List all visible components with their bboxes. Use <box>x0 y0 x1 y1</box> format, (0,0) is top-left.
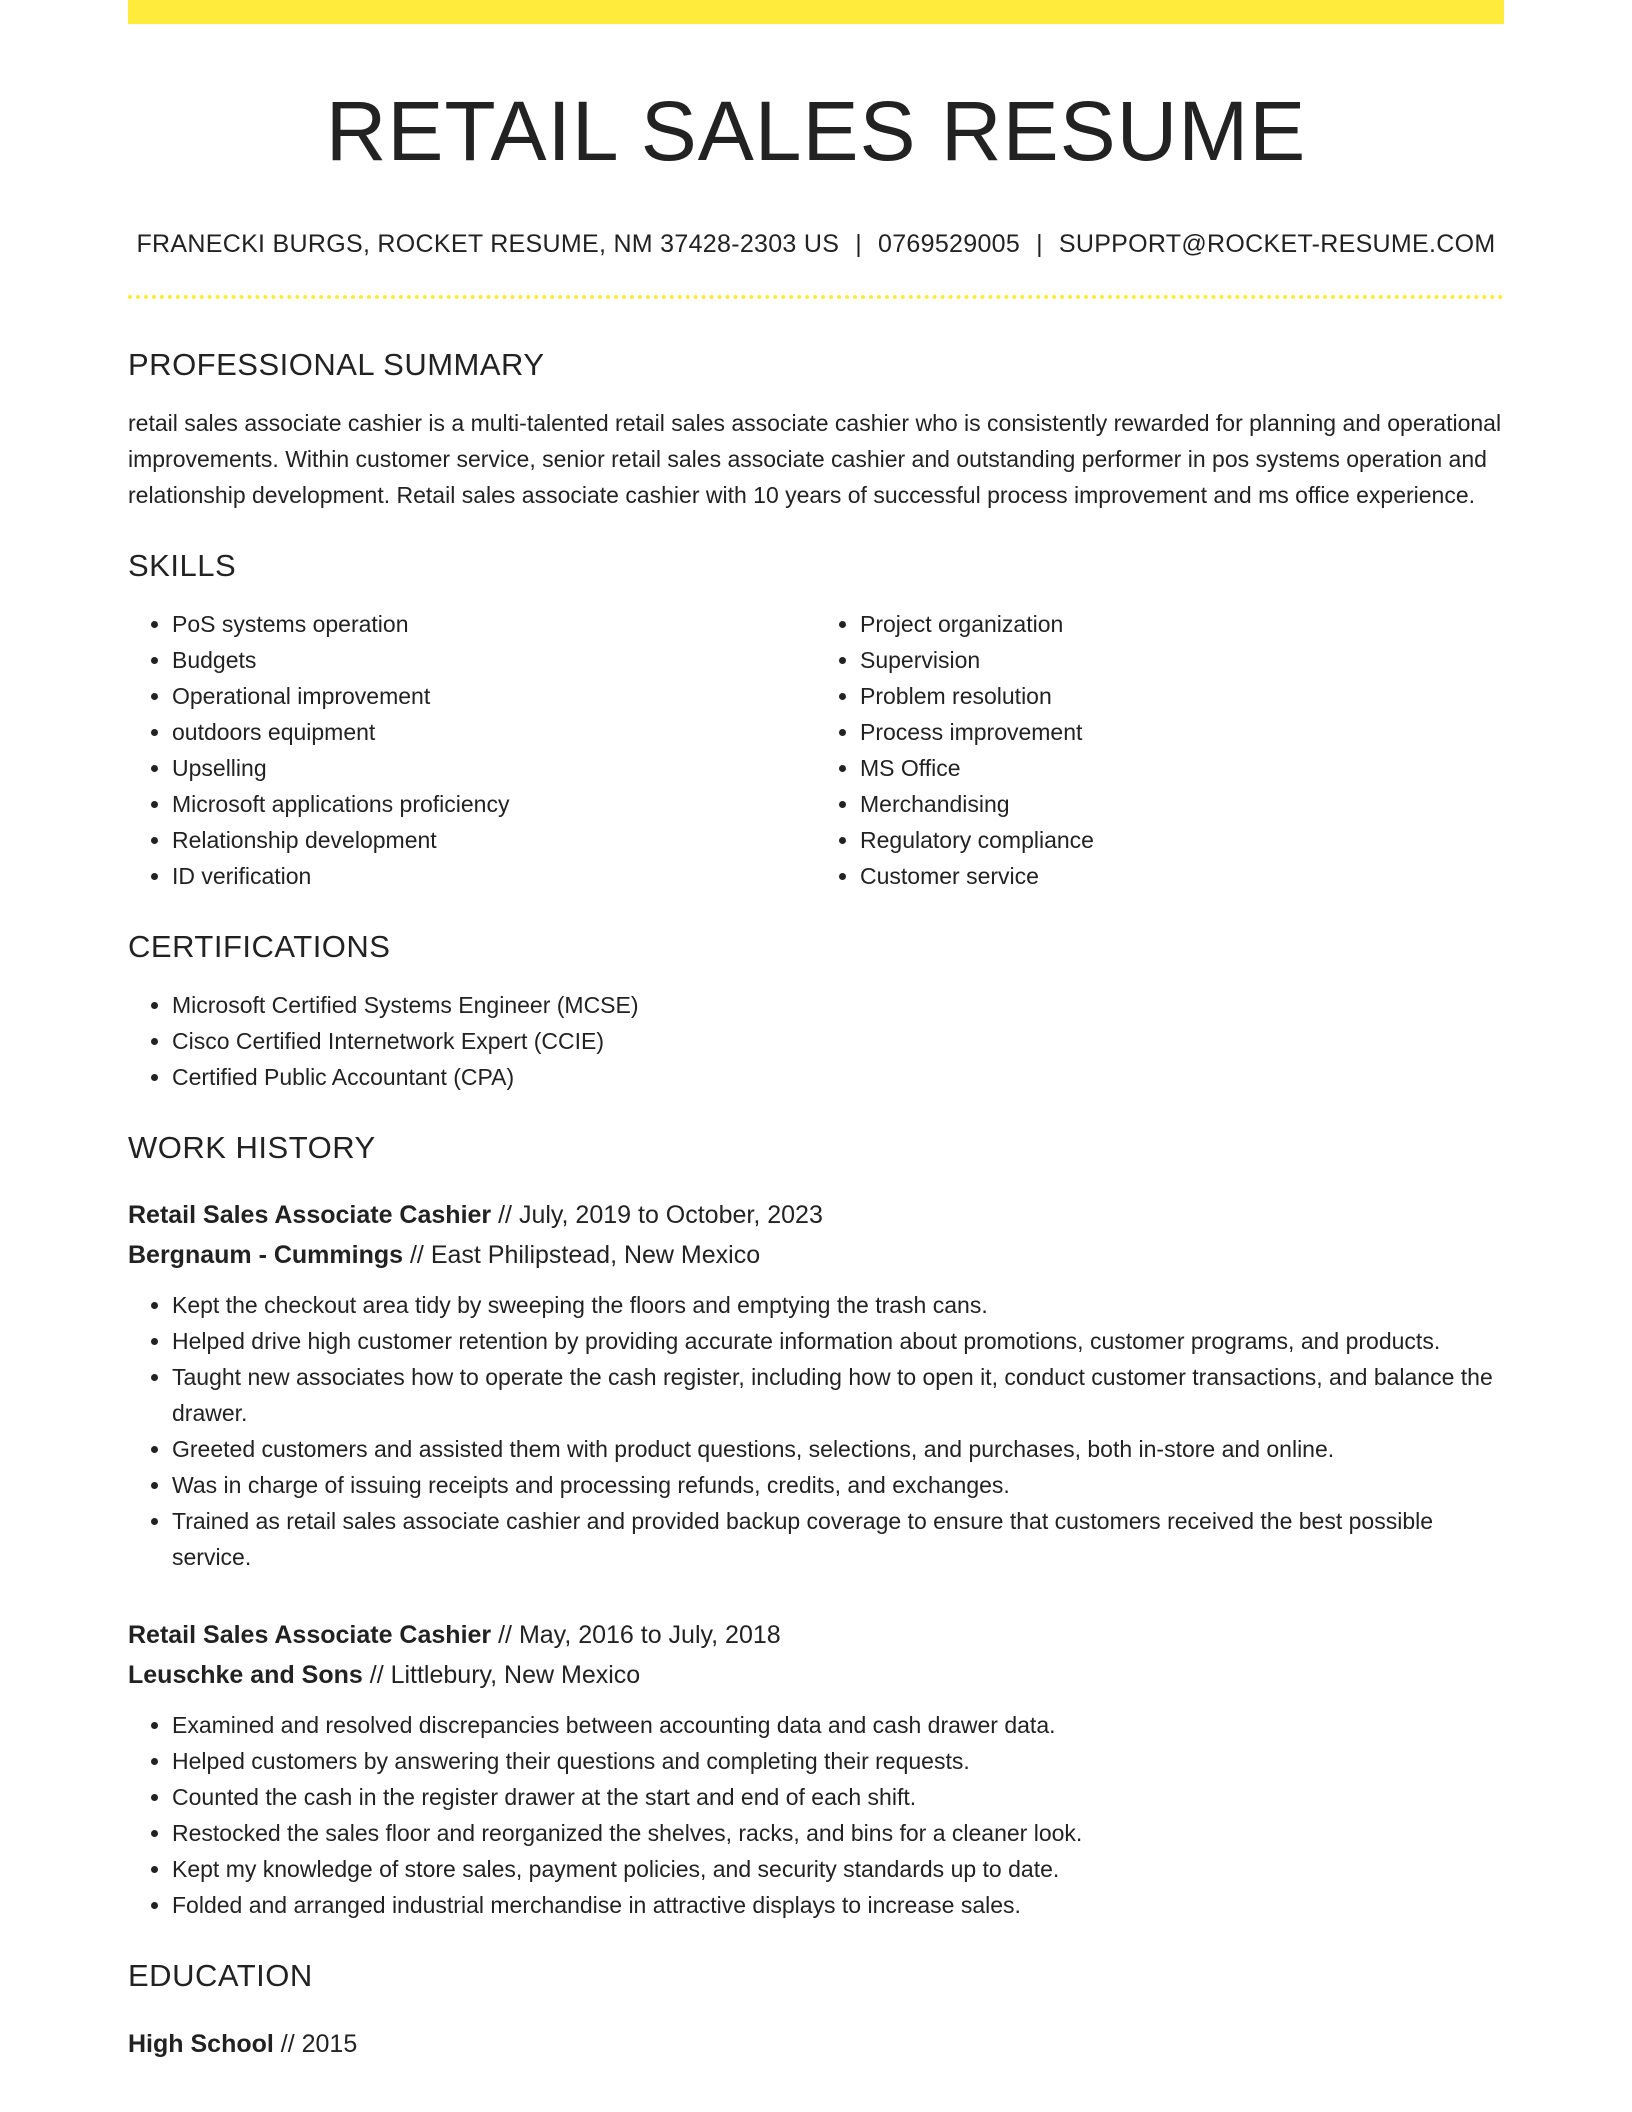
skill-item: • Relationship development <box>172 822 816 858</box>
resume-title: RETAIL SALES RESUME <box>325 84 1307 178</box>
contact-phone: 0769529005 <box>878 229 1021 258</box>
education-heading: EDUCATION <box>128 1957 313 1993</box>
summary-section <box>128 346 1504 513</box>
job-duty-item: • Was in charge of issuing receipts and processing refunds, credits, and exchanges. <box>172 1467 1504 1503</box>
skill-item: • Operational improvement <box>172 678 816 714</box>
summary-heading: PROFESSIONAL SUMMARY <box>128 346 545 382</box>
job-duties-list <box>128 1707 1504 1923</box>
skill-item: • Supervision <box>860 642 1504 678</box>
education-year: // 2015 <box>273 2029 358 2058</box>
education-section <box>128 1957 1504 2064</box>
job-title-line <box>128 1615 1504 1655</box>
certifications-heading: CERTIFICATIONS <box>128 929 391 965</box>
job-company-line <box>128 1655 1504 1695</box>
accent-top-bar <box>128 0 1504 24</box>
dotted-divider <box>128 295 1504 299</box>
skill-item: • outdoors equipment <box>172 714 816 750</box>
contact-separator: | <box>855 229 863 258</box>
job-company-line <box>128 1235 1504 1275</box>
job-title: Retail Sales Associate Cashier <box>128 1200 492 1229</box>
job-duty-item: • Examined and resolved discrepancies between accounting data and cash drawer data. <box>172 1707 1504 1743</box>
education-school: High School <box>128 2029 274 2058</box>
job-company: Leuschke and Sons <box>128 1660 363 1689</box>
contact-email[interactable]: SUPPORT@ROCKET-RESUME.COM <box>1058 229 1496 258</box>
skills-heading: SKILLS <box>128 547 237 583</box>
job-location: // East Philipstead, New Mexico <box>403 1240 761 1269</box>
contact-line <box>128 229 1504 259</box>
skill-item: • Problem resolution <box>860 678 1504 714</box>
skills-columns <box>128 606 1504 894</box>
skill-item: • Regulatory compliance <box>860 822 1504 858</box>
skill-item: • Merchandising <box>860 786 1504 822</box>
job-title: Retail Sales Associate Cashier <box>128 1620 492 1649</box>
job-duty-item: • Helped drive high customer retention by providing accurate information about promotions, customer programs, and products. <box>172 1323 1504 1359</box>
skill-item: • Process improvement <box>860 714 1504 750</box>
certification-item: • Microsoft Certified Systems Engineer (MCSE) <box>172 987 1504 1023</box>
certifications-list <box>128 987 1504 1095</box>
job-dates: // May, 2016 to July, 2018 <box>491 1620 781 1649</box>
skills-section <box>128 547 1504 894</box>
contact-separator: | <box>1036 229 1043 258</box>
job-duty-item: • Counted the cash in the register drawer at the start and end of each shift. <box>172 1779 1504 1815</box>
skills-list-right <box>816 606 1504 894</box>
skill-item: • PoS systems operation <box>172 606 816 642</box>
job-duty-item: • Restocked the sales floor and reorganized the shelves, racks, and bins for a cleaner look. <box>172 1815 1504 1851</box>
work-history-heading: WORK HISTORY <box>128 1130 376 1166</box>
job-location: // Littlebury, New Mexico <box>362 1660 641 1689</box>
job-duty-item: • Kept the checkout area tidy by sweeping the floors and emptying the trash cans. <box>172 1287 1504 1323</box>
job-title-line <box>128 1195 1504 1235</box>
job-duties-list <box>128 1287 1504 1575</box>
skill-item: • ID verification <box>172 858 816 894</box>
job-duty-item: • Greeted customers and assisted them with product questions, selections, and purchases, both in-store and online. <box>172 1431 1504 1467</box>
job-entry <box>128 1615 1504 1923</box>
contact-address: FRANECKI BURGS, ROCKET RESUME, NM 37428-2303 US <box>136 229 840 258</box>
skill-item: • Microsoft applications proficiency <box>172 786 816 822</box>
job-entry <box>128 1195 1504 1575</box>
job-duty-item: • Trained as retail sales associate cashier and provided backup coverage to ensure that customers received the best possible service. <box>172 1503 1504 1575</box>
job-dates: // July, 2019 to October, 2023 <box>491 1200 823 1229</box>
job-company: Bergnaum - Cummings <box>128 1240 404 1269</box>
job-duty-item: • Taught new associates how to operate the cash register, including how to open it, conduct customer transactions, and balance the drawer. <box>172 1359 1504 1431</box>
certification-item: • Certified Public Accountant (CPA) <box>172 1059 1504 1095</box>
certifications-section <box>128 928 1504 1095</box>
job-duty-item: • Helped customers by answering their questions and completing their requests. <box>172 1743 1504 1779</box>
skill-item: • Upselling <box>172 750 816 786</box>
certification-item: • Cisco Certified Internetwork Expert (CCIE) <box>172 1023 1504 1059</box>
skill-item: • Project organization <box>860 606 1504 642</box>
job-duty-item: • Kept my knowledge of store sales, payment policies, and security standards up to date. <box>172 1851 1504 1887</box>
work-history-section <box>128 1129 1504 1922</box>
skills-list-left <box>128 606 816 894</box>
skill-item: • Customer service <box>860 858 1504 894</box>
education-entry <box>128 2024 1504 2064</box>
skill-item: • Budgets <box>172 642 816 678</box>
job-duty-item: • Folded and arranged industrial merchandise in attractive displays to increase sales. <box>172 1887 1504 1923</box>
summary-text: retail sales associate cashier is a multi-talented retail sales associate cashier who is consistently rewarded for planning and operational improvements. Within customer service, senior retail sales associate cashier and outstanding performer in pos systems operation and relationship development. Retail sales associate cashier with 10 years of successful process improvement and ms office experience. <box>128 409 1502 508</box>
resume-page <box>128 0 1504 2064</box>
skill-item: • MS Office <box>860 750 1504 786</box>
